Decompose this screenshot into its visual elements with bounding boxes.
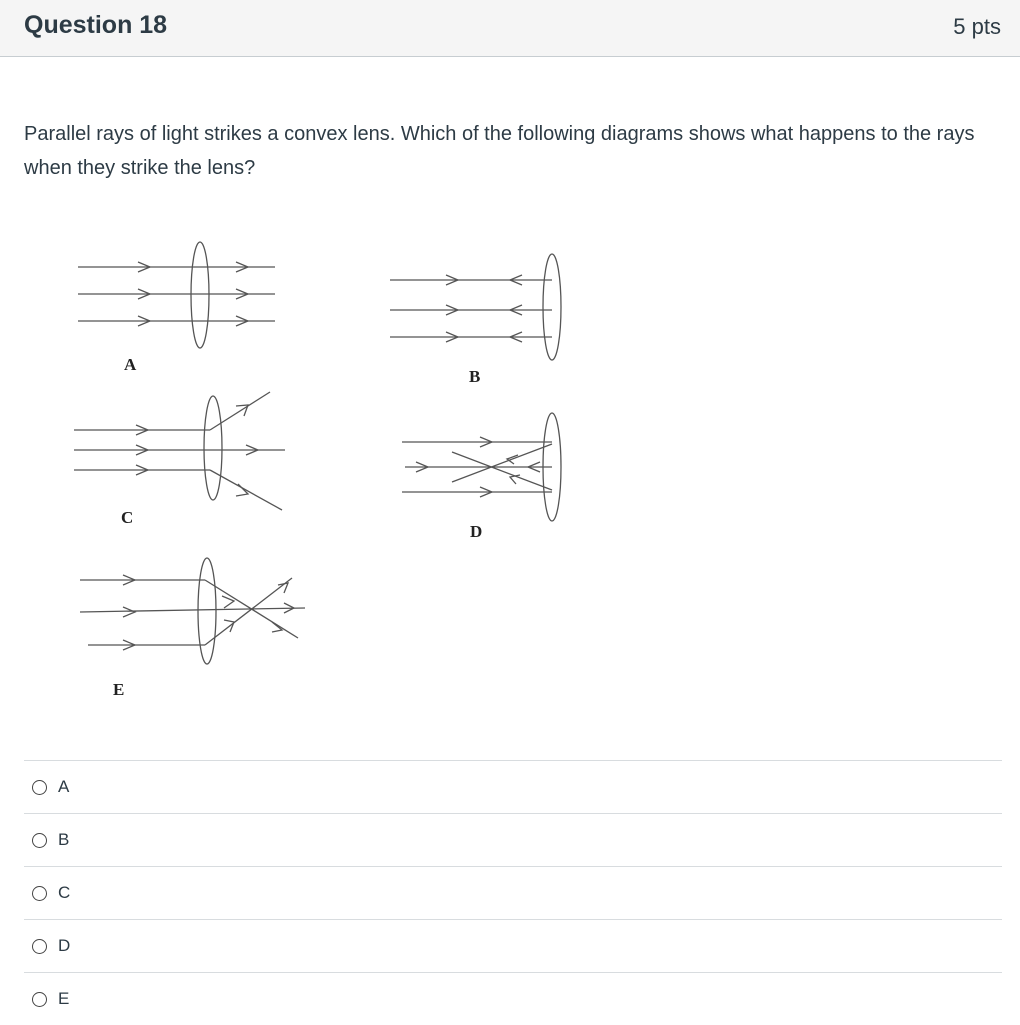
answer-list — [24, 760, 1002, 1025]
answer-label: D — [58, 936, 71, 955]
answer-option-a[interactable] — [24, 760, 1002, 813]
question-header — [0, 0, 1020, 57]
diagram-e — [80, 558, 305, 664]
answer-option-b[interactable] — [24, 813, 1002, 866]
radio-button[interactable] — [32, 992, 47, 1007]
answer-option-d[interactable] — [24, 919, 1002, 972]
diagram-c — [74, 392, 285, 510]
diagram-a — [78, 242, 275, 348]
diagram-b — [390, 254, 561, 360]
answer-option-e[interactable] — [24, 972, 1002, 1025]
answer-label: C — [58, 883, 71, 902]
lens-diagrams-image — [0, 230, 620, 710]
diagram-label-c: C — [121, 508, 134, 527]
radio-button[interactable] — [32, 886, 47, 901]
answer-label: B — [58, 830, 70, 849]
diagram-label-e: E — [113, 680, 125, 699]
question-text: Parallel rays of light strikes a convex lens. Which of the following diagrams shows what happens to the rays when they strike the lens? — [24, 123, 975, 179]
diagram-d — [402, 413, 561, 521]
question-title: Question 18 — [24, 11, 168, 39]
radio-button[interactable] — [32, 780, 47, 795]
diagram-label-d: D — [470, 522, 483, 541]
diagram-label-b: B — [469, 367, 481, 386]
answer-option-c[interactable] — [24, 866, 1002, 919]
radio-button[interactable] — [32, 939, 47, 954]
answer-label: A — [58, 777, 70, 796]
diagram-label-a: A — [124, 355, 137, 374]
radio-button[interactable] — [32, 833, 47, 848]
answer-label: E — [58, 989, 70, 1008]
question-points: 5 pts — [953, 14, 1001, 39]
